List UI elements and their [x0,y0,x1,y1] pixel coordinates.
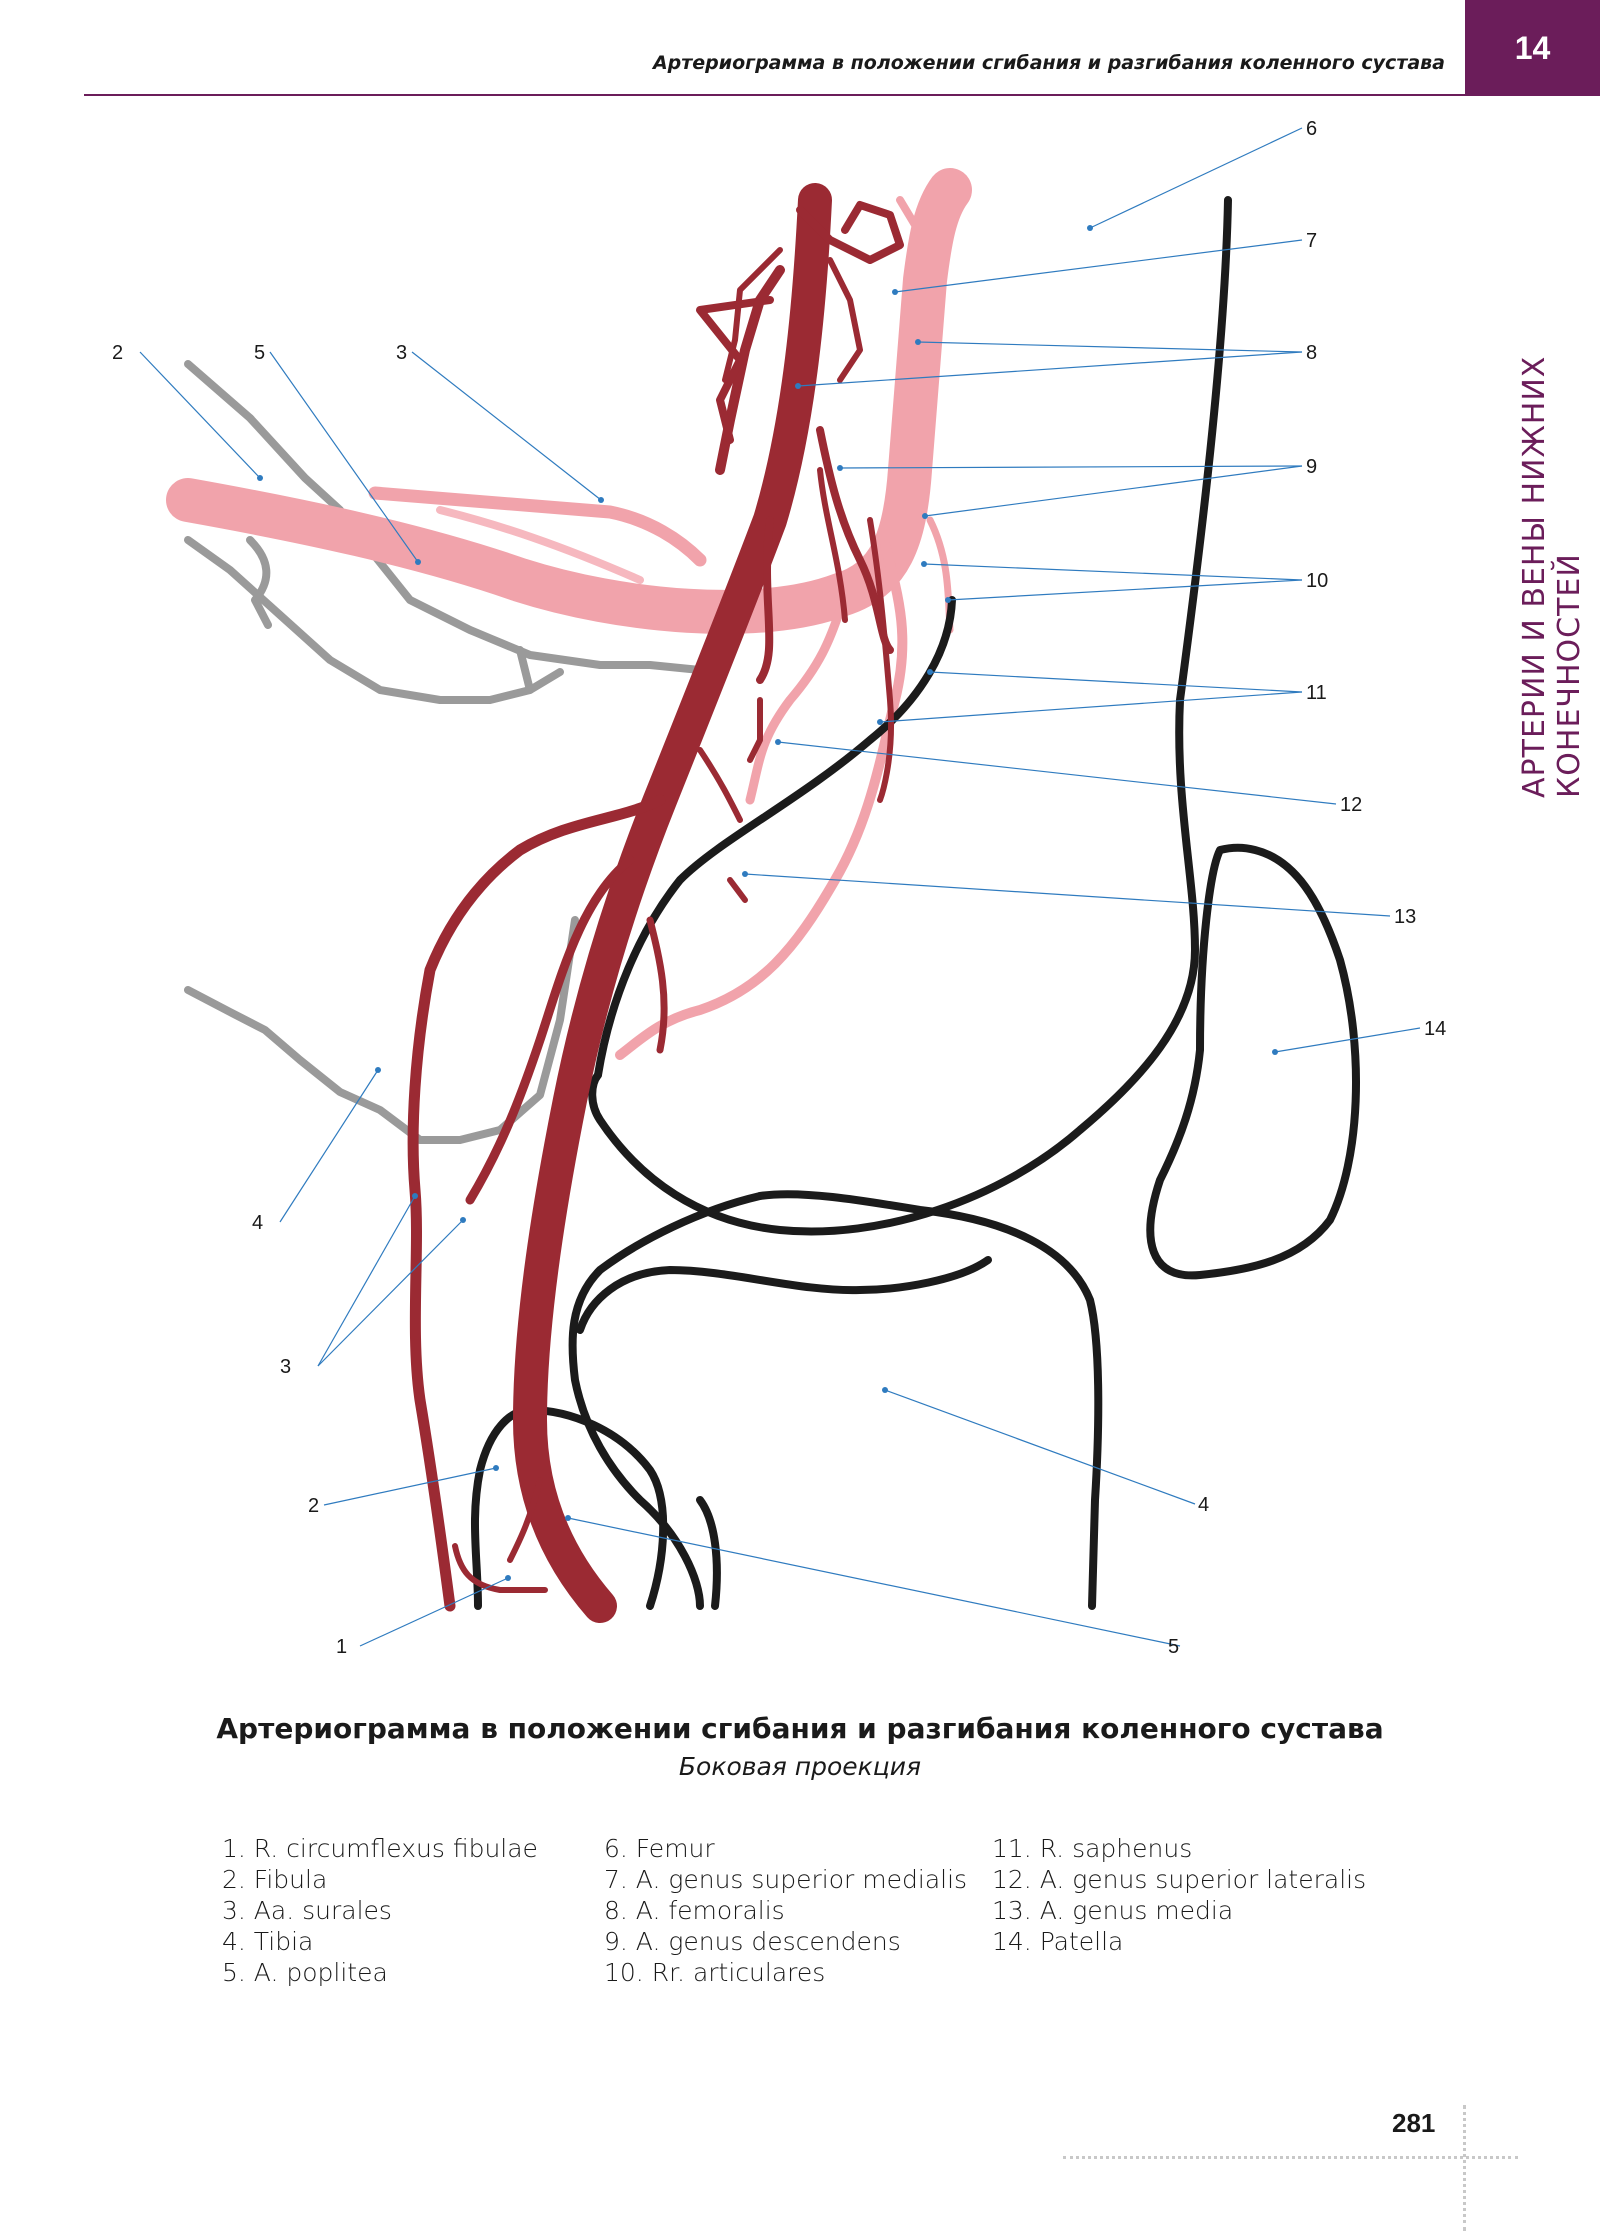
callout-numbers [112,118,1446,1658]
legend-item: 3. Aa. surales [222,1896,392,1925]
callout-5-popliteal: 5 [1168,1636,1180,1658]
callout-6: 6 [1306,118,1318,140]
callout-9: 9 [1306,456,1318,478]
legend-item: 5. A. poplitea [222,1958,388,1987]
legend-column-1 [222,1833,538,1988]
callout-5-upper: 5 [254,342,266,364]
callout-2-fibula-lower: 2 [308,1495,320,1517]
callout-11: 11 [1306,682,1327,704]
leader-lines [140,128,1420,1646]
legend-column-3 [992,1833,1366,1957]
legend-item: 13. A. genus media [992,1896,1234,1925]
callout-12: 12 [1340,794,1363,816]
callout-1: 1 [336,1636,348,1658]
legend-item: 4. Tibia [222,1927,314,1956]
callout-3-lower: 3 [280,1356,292,1378]
legend-item: 1. R. circumflexus fibulae [222,1834,538,1863]
callout-4-left: 4 [252,1212,264,1234]
figure-title: Артериограмма в положении сгибания и разгибания коленного сустава [216,1712,1384,1745]
callout-3-upper: 3 [396,342,408,364]
callout-8: 8 [1306,342,1318,364]
callout-14: 14 [1424,1018,1447,1040]
callout-2-fibula-upper: 2 [112,342,124,364]
legend-item: 10. Rr. articulares [604,1958,826,1987]
page-number: 281 [1392,2108,1436,2138]
legend-item: 14. Patella [992,1927,1124,1956]
legend-item: 8. A. femoralis [604,1896,785,1925]
legend-item: 6. Femur [604,1834,715,1863]
side-chapter-title: АРТЕРИИ И ВЕНЫ НИЖНИХ КОНЕЧНОСТЕЙ [1517,355,1587,798]
legend-item: 11. R. saphenus [992,1834,1193,1863]
legend-column-2 [604,1833,967,1988]
leader-dots [257,225,1278,1581]
fibula-flexed-outline [188,364,700,1140]
legend-item: 9. A. genus descendens [604,1927,901,1956]
callout-7: 7 [1306,230,1318,252]
figure-subtitle: Боковая проекция [678,1752,922,1781]
femoral-artery-flexed [188,190,950,1055]
callout-4-tibia: 4 [1198,1494,1210,1516]
callout-13: 13 [1394,906,1417,928]
chapter-tab: 14 [1465,0,1600,96]
callout-10: 10 [1306,570,1329,592]
footer-dotted-rule [1063,2156,1518,2159]
legend-item: 2. Fibula [222,1865,328,1894]
legend-item: 12. A. genus superior lateralis [992,1865,1367,1894]
running-title: Артериограмма в положении сгибания и разгибания коленного сустава [652,52,1445,74]
footer-dotted-rule-vertical [1463,2105,1466,2231]
legend-item: 7. A. genus superior medialis [604,1865,968,1894]
